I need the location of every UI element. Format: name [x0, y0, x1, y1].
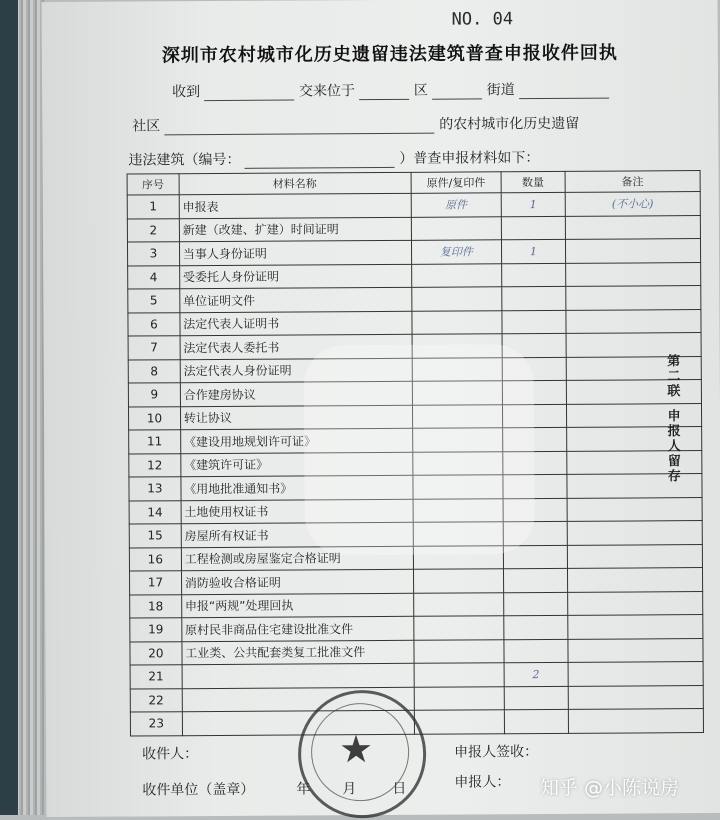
note — [565, 286, 700, 310]
community-label: 社区 — [132, 118, 161, 135]
copy-label-char: 报 — [667, 424, 681, 440]
row-number: 11 — [129, 430, 181, 454]
material-name: 当事人身份证明 — [179, 240, 411, 265]
copy-label — [666, 354, 683, 484]
note — [565, 262, 700, 286]
header-no: 序号 — [127, 174, 179, 195]
note: (不小心) — [565, 192, 700, 216]
note — [567, 615, 702, 639]
copy-label-char: 二 — [667, 369, 681, 385]
original-or-copy — [414, 686, 505, 710]
intro-line-1 — [172, 79, 609, 102]
building-code-label: 违法建筑（编号： — [128, 151, 241, 169]
material-name: 法定代表人证明书 — [180, 311, 412, 336]
material-name: 法定代表人委托书 — [180, 334, 412, 359]
original-or-copy — [414, 663, 505, 687]
material-name: 房屋所有权证书 — [181, 522, 413, 547]
note — [568, 709, 703, 733]
quantity — [504, 686, 568, 710]
copy-label-char: 存 — [667, 469, 681, 485]
district-label: 区 — [413, 82, 428, 99]
row-number: 12 — [129, 453, 181, 477]
copy-label-char: 留 — [667, 454, 681, 470]
street-label: 街道 — [486, 82, 515, 99]
row-number: 16 — [129, 547, 181, 571]
material-name: 工业类、公共配套类复工批准文件 — [182, 640, 414, 665]
receipt-paper — [42, 0, 720, 817]
intro-line-2 — [132, 113, 579, 136]
table-row — [130, 685, 703, 712]
watermark-overlay — [304, 344, 535, 555]
table-row — [127, 215, 700, 242]
material-name: 单位证明文件 — [180, 287, 412, 312]
note — [567, 591, 702, 615]
quantity — [502, 310, 566, 334]
quantity — [502, 286, 566, 310]
submitted-at-label: 交来位于 — [298, 83, 356, 100]
materials-suffix-label: ）普查申报材料如下： — [399, 150, 540, 167]
quantity: 1 — [502, 239, 566, 263]
seal-star-icon: ★ — [338, 727, 374, 772]
note — [568, 638, 703, 662]
header-name: 材料名称 — [179, 172, 411, 194]
row-number: 22 — [130, 688, 182, 712]
row-number: 21 — [130, 665, 182, 689]
material-name — [182, 663, 414, 688]
material-name: 土地使用权证书 — [181, 499, 413, 524]
row-number: 5 — [128, 289, 180, 313]
table-row — [127, 239, 700, 266]
row-number: 23 — [130, 712, 182, 736]
material-name: 转让协议 — [180, 405, 412, 430]
original-or-copy — [411, 216, 502, 240]
original-or-copy — [414, 710, 505, 734]
official-seal — [298, 690, 427, 819]
quantity — [502, 263, 566, 287]
year-label: 年 — [296, 781, 311, 798]
quantity — [501, 216, 565, 240]
row-number: 19 — [130, 618, 182, 642]
quantity — [504, 592, 568, 616]
original-or-copy — [411, 263, 502, 287]
table-row — [128, 309, 701, 336]
original-or-copy — [413, 616, 504, 640]
row-number: 3 — [127, 242, 179, 266]
applicant-sign-label: 申报人签收： — [454, 744, 539, 761]
row-number: 9 — [128, 383, 180, 407]
building-code-blank — [245, 153, 395, 169]
copy-label-char: 第 — [667, 354, 681, 370]
row-number: 8 — [128, 359, 180, 383]
original-or-copy — [413, 592, 504, 616]
applicant-label: 申报人： — [454, 774, 511, 791]
original-or-copy — [413, 639, 504, 663]
intro-line-3 — [128, 147, 539, 170]
row-number: 4 — [128, 265, 180, 289]
table-row — [128, 262, 701, 289]
folder-cover — [0, 0, 18, 815]
material-name: 法定代表人身份证明 — [180, 358, 412, 383]
material-name: 工程检测或房屋鉴定合格证明 — [181, 546, 413, 571]
receiver-label: 收件人： — [142, 746, 199, 763]
note — [565, 215, 700, 239]
material-name: 受委托人身份证明 — [179, 264, 411, 289]
street-blank — [432, 84, 482, 99]
row-number: 10 — [128, 406, 180, 430]
street-end-blank — [519, 84, 609, 100]
note — [567, 568, 702, 592]
original-or-copy: 复印件 — [411, 240, 502, 264]
district-blank — [359, 85, 409, 100]
copy-label-char: 申 — [667, 409, 681, 425]
zhihu-watermark: 知乎 @小陈说房 — [540, 777, 680, 799]
row-number: 2 — [127, 218, 179, 242]
quantity: 2 — [504, 662, 568, 686]
folder-edge — [0, 0, 44, 815]
note — [567, 544, 702, 568]
quantity — [504, 709, 568, 733]
quantity — [504, 615, 568, 639]
note — [567, 497, 702, 521]
row-number: 15 — [129, 524, 181, 548]
row-number: 13 — [129, 477, 181, 501]
material-name: 消防验收合格证明 — [181, 569, 413, 594]
material-name: 合作建房协议 — [180, 381, 412, 406]
material-name: 申报“两规”处理回执 — [181, 593, 413, 618]
copy-label-char: 人 — [667, 439, 681, 455]
note — [566, 309, 701, 333]
original-or-copy — [411, 287, 502, 311]
received-label: 收到 — [172, 84, 201, 101]
receiving-unit-label: 收件单位（盖章） — [142, 781, 255, 799]
material-name: 新建（改建、扩建）时间证明 — [179, 217, 411, 242]
note — [568, 662, 703, 686]
serial-number: NO. 04 — [451, 9, 514, 30]
table-row — [130, 662, 703, 689]
table-row — [129, 568, 702, 595]
row-number: 6 — [128, 312, 180, 336]
copy-label-char: 联 — [667, 384, 681, 400]
quantity: 1 — [501, 192, 565, 216]
header-quantity: 数量 — [501, 171, 565, 192]
received-blank — [204, 86, 294, 102]
original-or-copy — [413, 569, 504, 593]
row-number: 7 — [128, 336, 180, 360]
document-title: 深圳市农村城市化历史遗留违法建筑普查申报收件回执 — [161, 42, 618, 67]
note — [568, 685, 703, 709]
header-note: 备注 — [565, 171, 700, 193]
material-name: 《建筑许可证》 — [181, 452, 413, 477]
table-row — [130, 638, 703, 665]
material-name: 原村民非商品住宅建设批准文件 — [182, 616, 414, 641]
quantity — [504, 568, 568, 592]
table-row — [130, 615, 703, 642]
original-or-copy — [411, 310, 502, 334]
row-number: 20 — [130, 641, 182, 665]
material-name: 《建设用地规划许可证》 — [180, 428, 412, 453]
material-name: 《用地批准通知书》 — [181, 475, 413, 500]
day-label: 日 — [392, 780, 407, 797]
copy-label-char — [666, 399, 682, 409]
note — [565, 239, 700, 263]
row-number: 17 — [129, 571, 181, 595]
community-blank — [165, 119, 435, 136]
building-prefix-label: 的农村城市化历史遗留 — [439, 115, 580, 133]
material-name: 申报表 — [179, 193, 411, 218]
row-number: 18 — [130, 594, 182, 618]
header-original-copy: 原件/复印件 — [411, 172, 502, 194]
table-row — [130, 591, 703, 618]
table-row — [127, 192, 700, 219]
row-number: 14 — [129, 500, 181, 524]
month-label: 月 — [342, 781, 357, 798]
quantity — [504, 639, 568, 663]
row-number: 1 — [127, 195, 179, 219]
table-row — [128, 286, 701, 313]
original-or-copy: 原件 — [411, 193, 502, 217]
note — [567, 521, 702, 545]
